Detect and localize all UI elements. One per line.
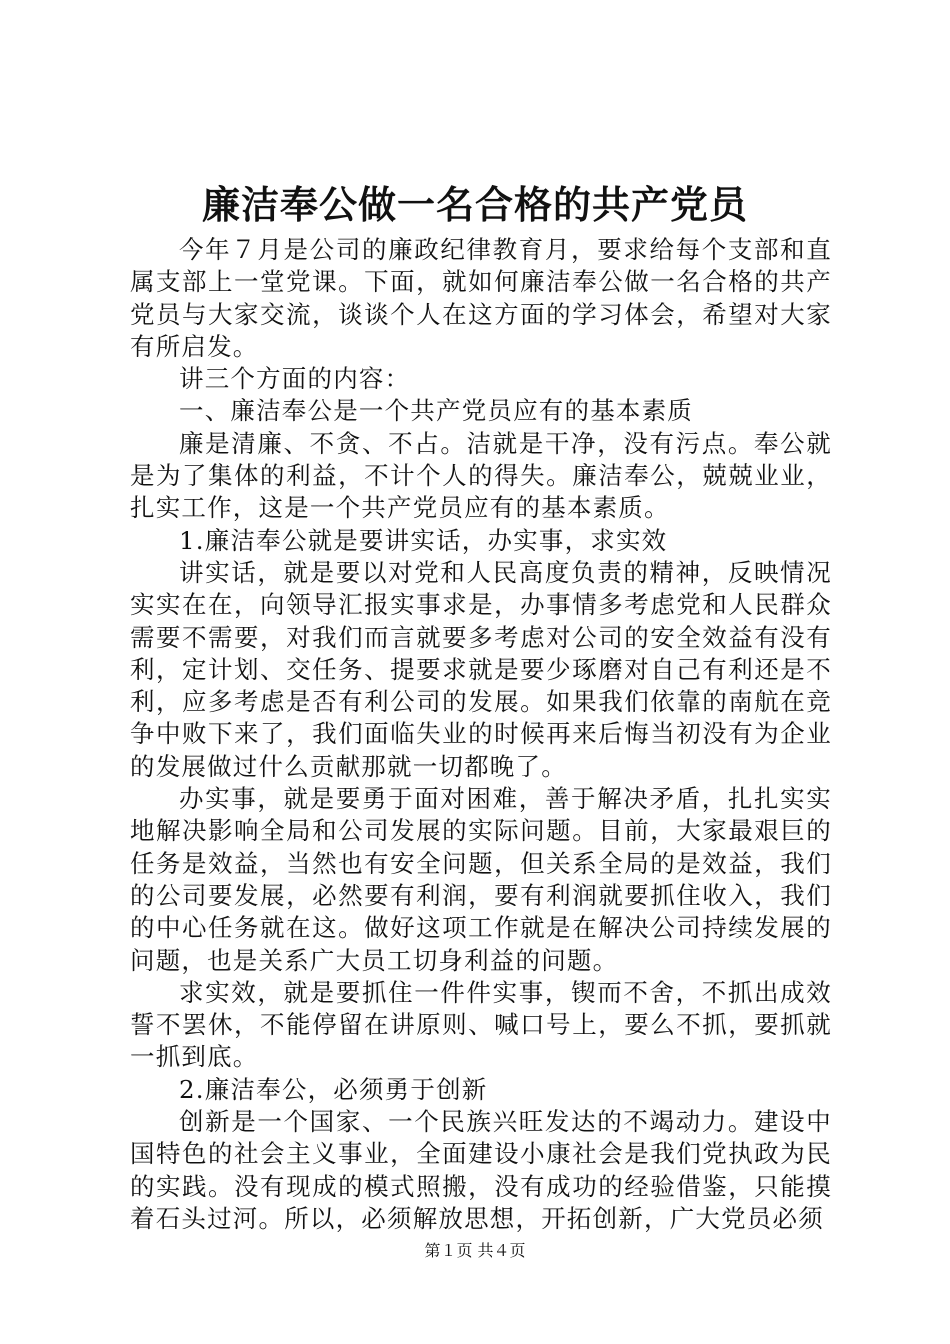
subsection-heading-2: 2.廉洁奉公，必须勇于创新 <box>179 1074 488 1104</box>
paragraph-seek-results: 求实效，就是要抓住一件件实事，锲而不舍，不抓出成效誓不罢休，不能停留在讲原则、喊口号上，要么不抓，要抓就一抓到底。 <box>130 977 832 1072</box>
paragraph-outline: 讲三个方面的内容： <box>179 364 411 394</box>
paragraph-do-practical: 办实事，就是要勇于面对困难，善于解决矛盾，扎扎实实地解决影响全局和公司发展的实际问题。目前，大家最艰巨的任务是效益，当然也有安全问题，但关系全局的是效益，我们的公司要发展，必然要有利润，要有利润就要抓住收入，我们的中心任务就在这。做好这项工作就是在解决公司持续发展的问题，也是关系广大员工切身利益的问题。 <box>130 784 832 975</box>
paragraph-speak-truth: 讲实话，就是要以对党和人民高度负责的精神，反映情况实实在在，向领导汇报实事求是，办事情多考虑党和人民群众需要不需要，对我们而言就要多考虑对公司的安全效益有没有利，定计划、交任务、提要求就是要少琢磨对自己有利还是不利，应多考虑是否有利公司的发展。如果我们依靠的南航在竞争中败下来了，我们面临失业的时候再来后悔当初没有为企业的发展做过什么贡献那就一切都晚了。 <box>130 557 832 781</box>
paragraph-definition: 廉是清廉、不贪、不占。洁就是干净，没有污点。奉公就是为了集体的利益，不计个人的得失。廉洁奉公，兢兢业业，扎实工作，这是一个共产党员应有的基本素质。 <box>130 428 832 523</box>
paragraph-intro: 今年７月是公司的廉政纪律教育月，要求给每个支部和直属支部上一堂党课。下面，就如何廉洁奉公做一名合格的共产党员与大家交流，谈谈个人在这方面的学习体会，希望对大家有所启发。 <box>130 235 832 361</box>
page-footer: 第１页 共４页 <box>424 1241 526 1260</box>
subsection-heading-1: 1.廉洁奉公就是要讲实话，办实事，求实效 <box>179 525 668 555</box>
paragraph-innovation: 创新是一个国家、一个民族兴旺发达的不竭动力。建设中国特色的社会主义事业，全面建设小康社会是我们党执政为民的实践。没有现成的模式照搬，没有成功的经验借鉴，只能摸着石头过河。所以，必须解放思想，开拓创新，广大党员必须 <box>130 1107 832 1233</box>
document-body <box>130 234 832 1235</box>
section-heading-1: 一、廉洁奉公是一个共产党员应有的基本素质 <box>179 396 693 426</box>
document-title: 廉洁奉公做一名合格的共产党员 <box>201 182 748 227</box>
